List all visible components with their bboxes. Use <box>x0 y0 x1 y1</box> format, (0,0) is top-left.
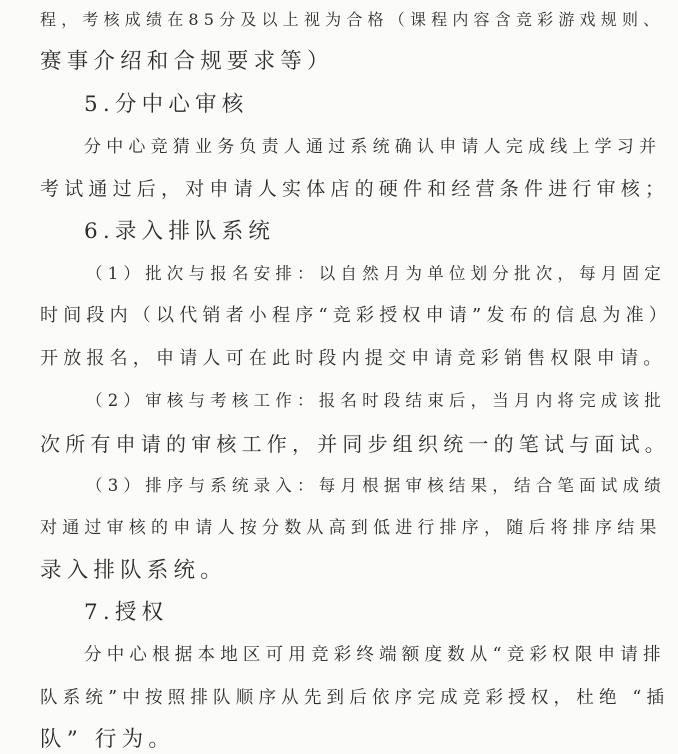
text-line-1: 程，考核成绩在85分及以上视为合格（课程内容含竞彩游戏规则、 <box>40 10 665 29</box>
text-line-9: 开放报名，申请人可在此时段内提交申请竞彩销售权限申请。 <box>40 347 667 369</box>
text-line-11: 次所有申请的审核工作，并同步组织统一的笔试与面试。 <box>40 431 670 456</box>
text-line-17: 队系统”中按照排队顺序从先到后依序完成竞彩授权，杜绝 “插 <box>40 687 670 708</box>
section-heading-5: 5.分中心审核 <box>84 91 249 117</box>
text-line-7: （1）批次与报名安排：以自然月为单位划分批次，每月固定 <box>86 264 666 284</box>
text-line-14: 录入排队系统。 <box>40 557 227 583</box>
section-heading-6: 6.录入排队系统 <box>84 218 276 244</box>
text-line-16: 分中心根据本地区可用竞彩终端额度数从“竞彩权限申请排 <box>84 645 666 666</box>
text-line-5: 考试通过后，对申请人实体店的硬件和经营条件进行审核； <box>40 178 670 201</box>
text-line-4: 分中心竞猜业务负责人通过系统确认申请人完成线上学习并 <box>84 137 662 158</box>
text-line-10: （2）审核与考核工作：报名时段结束后，当月内将完成该批 <box>86 391 666 411</box>
section-heading-7: 7.授权 <box>84 599 169 625</box>
text-line-18: 队” 行为。 <box>40 727 176 752</box>
text-line-2: 赛事介绍和合规要求等） <box>40 49 334 75</box>
text-line-13: 对通过审核的申请人按分数从高到低进行排序，随后将排序结果 <box>40 518 662 539</box>
text-line-12: （3）排序与系统录入：每月根据审核结果，结合笔面试成绩 <box>86 475 666 495</box>
text-line-8: 时间段内（以代销者小程序“竞彩授权申请”发布的信息为准） <box>40 305 673 327</box>
